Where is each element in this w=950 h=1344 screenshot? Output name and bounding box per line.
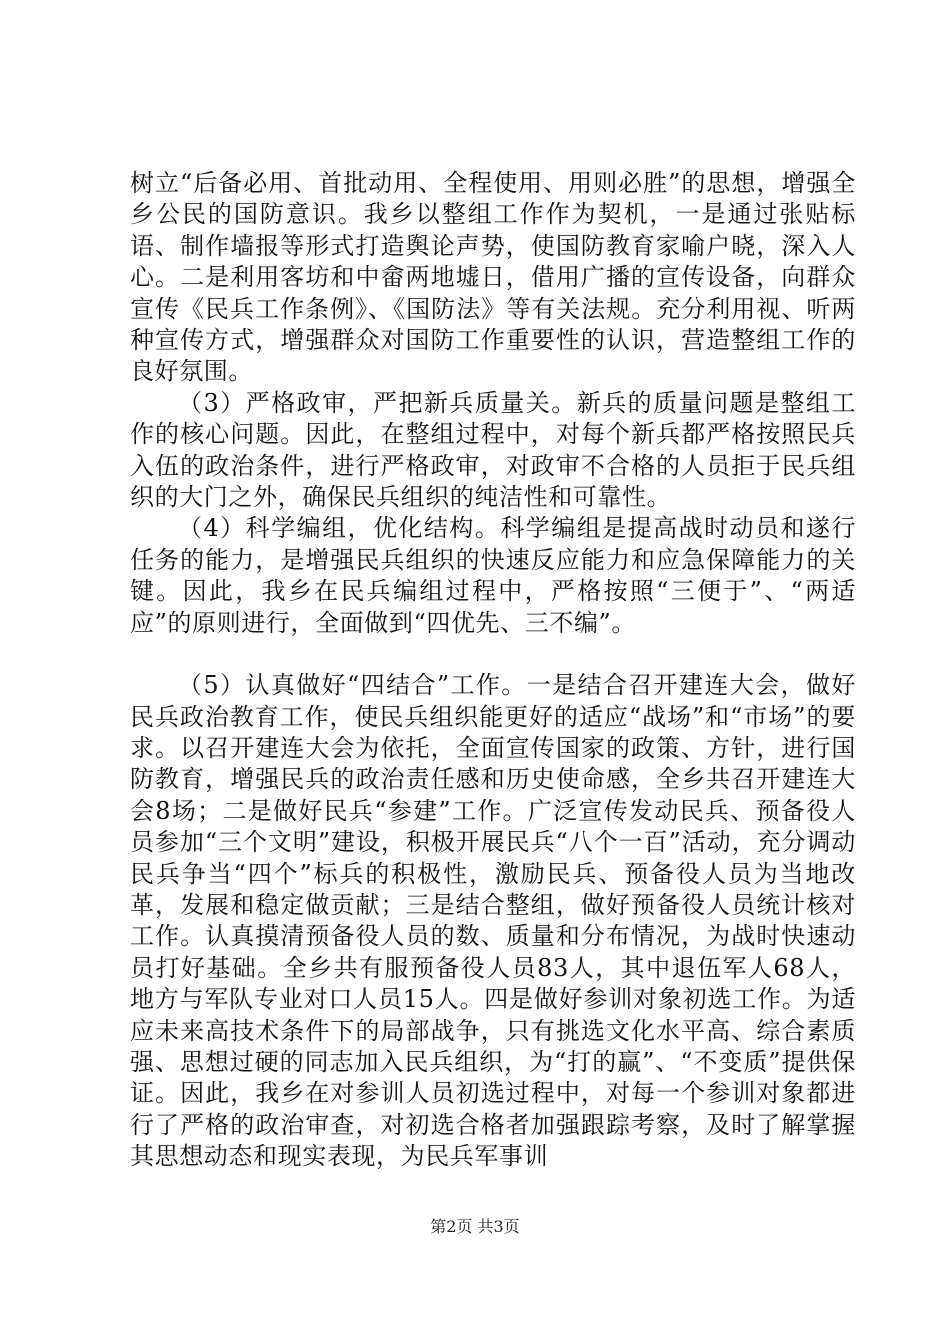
paragraph-scientific-grouping: （4）科学编组，优化结构。科学编组是提高战时动员和遂行任务的能力，是增强民兵组织的快速反应能力和应急保障能力的关键。因此，我乡在民兵编组过程中，严格按照“三便于”、“两适应”的原则进行，全面做到“四优先、三不编”。 xyxy=(130,514,856,637)
paragraph-political-review: （3）严格政审，严把新兵质量关。新兵的质量问题是整组工作的核心问题。因此，在整组过程中，对每个新兵都严格按照民兵入伍的政治条件，进行严格政审，对政审不合格的人员拒于民兵组织的大门之外，确保民兵组织的纯洁性和可靠性。 xyxy=(130,388,856,512)
paragraph-national-defense-awareness: 树立“后备必用、首批动用、全程使用、用则必胜”的思想，增强全乡公民的国防意识。我乡以整组工作作为契机，一是通过张贴标语、制作墙报等形式打造舆论声势，使国防教育家喻户晓，深入人心。二是利用客坊和中畲两地墟日，借用广播的宣传设备，向群众宣传《民兵工作条例》、《国防法》等有关法规。充分利用视、听两种宣传方式，增强群众对国防工作重要性的认识，营造整组工作的良好氛围。 xyxy=(130,169,856,386)
document-body xyxy=(130,168,856,1173)
paragraph-four-combinations: （5）认真做好“四结合”工作。一是结合召开建连大会，做好民兵政治教育工作，使民兵组织能更好的适应“战场”和“市场”的要求。以召开建连大会为依托，全面宣传国家的政策、方针，进行国防教育，增强民兵的政治责任感和历史使命感，全乡共召开建连大会8场；二是做好民兵“参建”工作。广泛宣传发动民兵、预备役人员参加“三个文明”建设，积极开展民兵“八个一百”活动，充分调动民兵争当“四个”标兵的积极性，激励民兵、预备役人员为当地改革，发展和稳定做贡献；三是结合整组，做好预备役人员统计核对工作。认真摸清预备役人员的数、质量和分布情况，为战时快速动员打好基础。全乡共有服预备役人员83人，其中退伍军人68人，地方与军队专业对口人员15人。四是做好参训对象初选工作。为适应未来高技术条件下的局部战争，只有挑选文化水平高、综合素质强、思想过硬的同志加入民兵组织，为“打的赢”、“不变质”提供保证。因此，我乡在对参训人员初选过程中，对每一个参训对象都进行了严格的政治审查，对初选合格者加强跟踪考察，及时了解掌握其思想动态和现实表现，为民兵军事训 xyxy=(130,671,856,1171)
page-footer: 第2页 共3页 xyxy=(430,1217,520,1236)
